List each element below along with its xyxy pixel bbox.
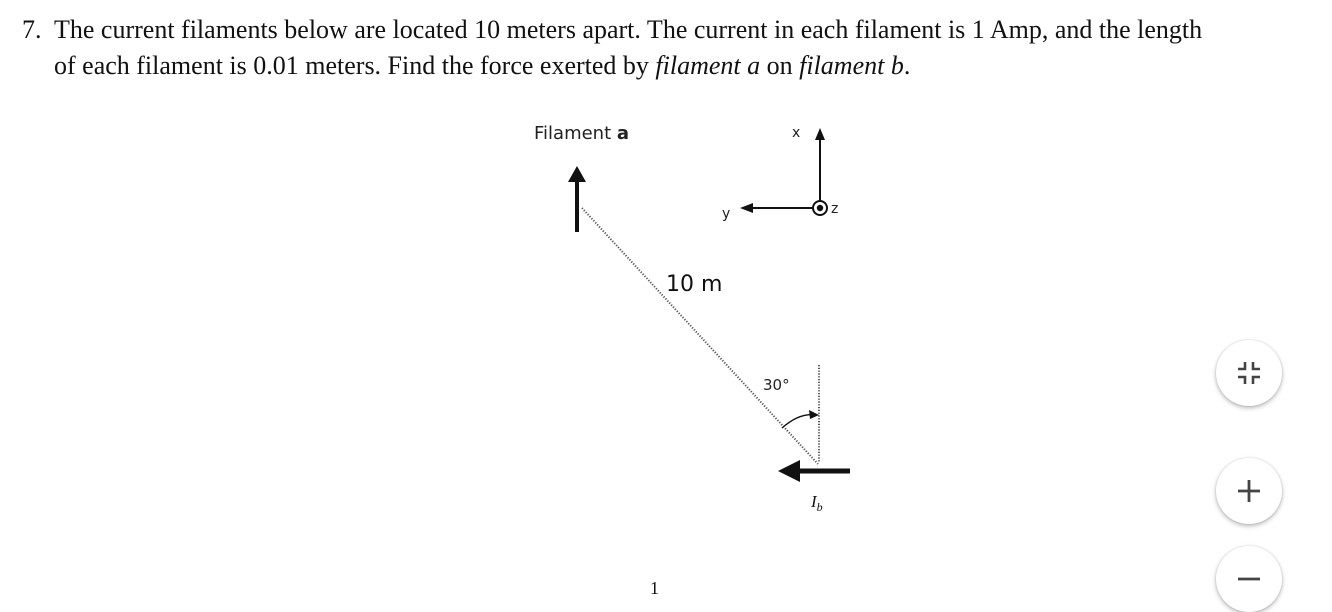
distance-label: 10 m [666,272,723,297]
zoom-in-button[interactable] [1216,458,1282,524]
problem-number: 7. [22,15,42,44]
filament-b-ref: filament b [799,51,904,80]
axis-z-label: z [831,201,839,217]
page-number: 1 [650,578,659,598]
current-label: $I_b$ [811,492,823,514]
filament-b-arrow [778,460,850,482]
axis-y-label: y [722,206,731,222]
coordinate-axes [740,128,827,215]
filament-a-ref: filament a [655,51,761,80]
filament-label: Filament a [534,123,630,144]
plus-icon [1236,478,1262,504]
problem-text-part: on [760,51,800,80]
angle-label: 30° [763,376,790,394]
distance-line [582,208,818,464]
problem-text-part: . [903,51,911,80]
angle-arc [782,410,819,428]
fit-to-page-button[interactable] [1216,340,1282,406]
problem-text-line-1: The current filaments below are located 10 meters apart. The current in each filament is 1 Amp, and the length [54,15,1203,44]
filament-diagram [520,110,880,530]
zoom-out-button[interactable] [1216,546,1282,612]
problem-text-line-2 [54,48,910,84]
minus-icon [1236,566,1262,592]
filament-a-arrow [568,166,586,232]
problem-text-part: of each filament is 0.01 meters. Find the force exerted by [54,51,656,80]
fit-to-page-icon [1236,360,1262,386]
axis-x-label: x [792,125,801,141]
